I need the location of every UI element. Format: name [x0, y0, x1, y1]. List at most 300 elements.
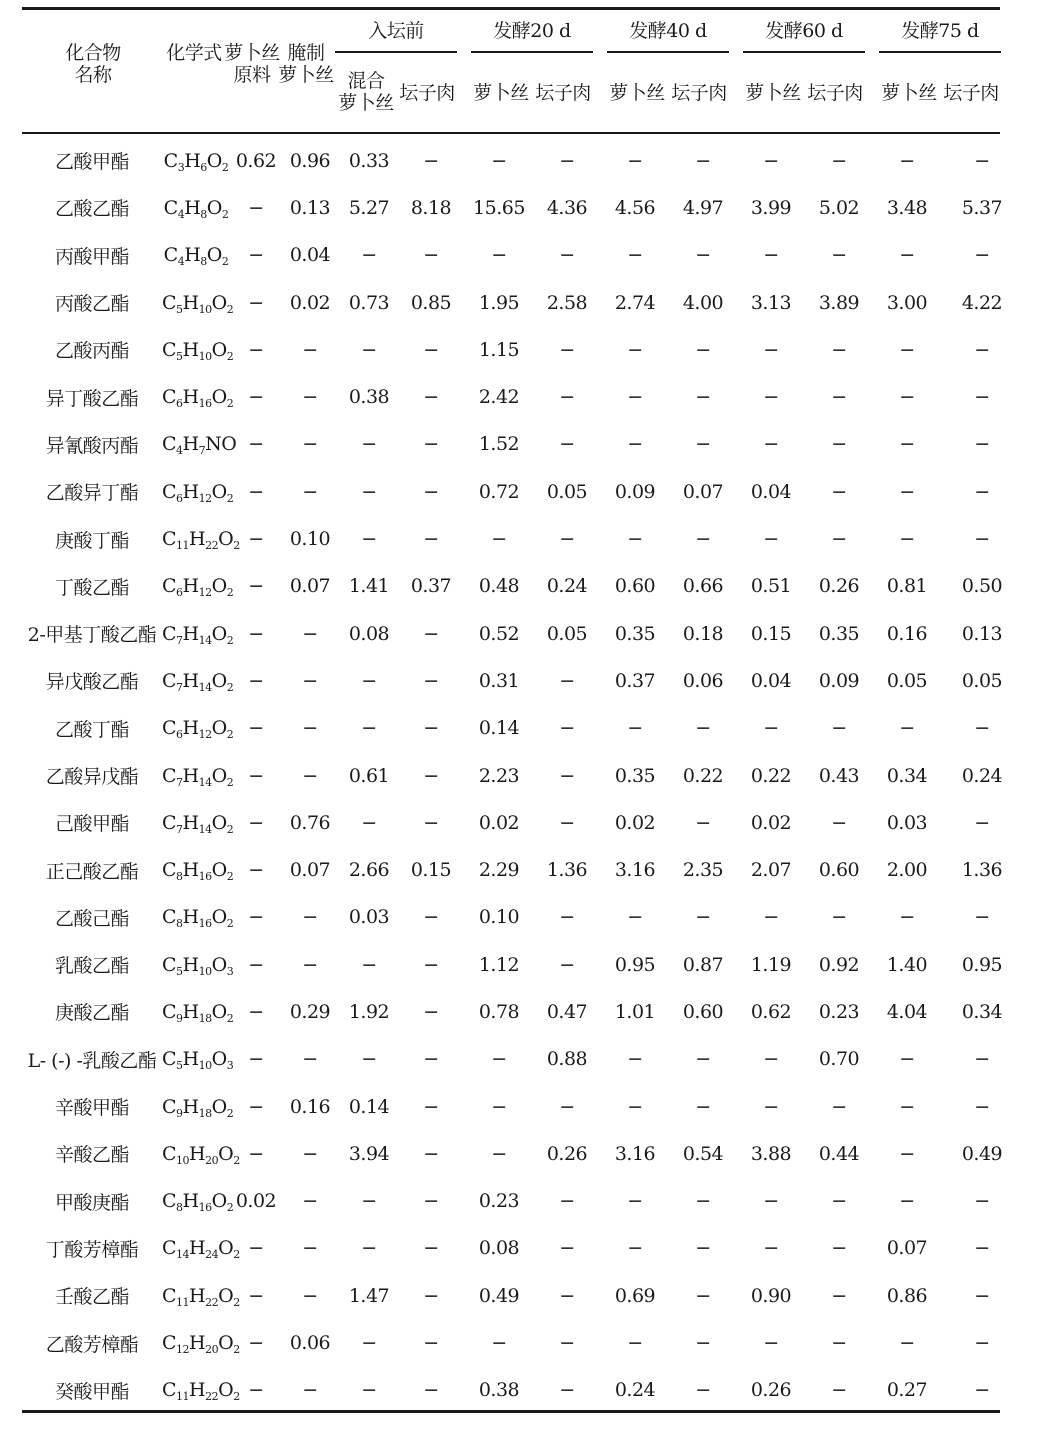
value-cell: −: [831, 528, 847, 551]
value-cell: −: [423, 1190, 439, 1213]
compound-name: 丁酸芳樟酯: [45, 1238, 139, 1261]
value-cell: 3.99: [750, 196, 792, 219]
formula-element: NO: [205, 433, 237, 456]
value-cell: −: [974, 244, 990, 267]
value-cell: −: [423, 149, 439, 172]
chemical-formula: [162, 799, 234, 846]
header-bottom-rule: [22, 132, 1000, 134]
value-cell: −: [302, 764, 318, 787]
value-cell: −: [491, 1332, 507, 1355]
chemical-formula: [162, 894, 234, 941]
chemical-formula: [162, 1319, 240, 1366]
value-cell: −: [248, 622, 264, 645]
value-cell: 3.89: [818, 291, 860, 314]
value-cell: −: [627, 149, 643, 172]
formula-element: H: [182, 811, 199, 834]
value-cell: −: [763, 1190, 779, 1213]
value-cell: −: [974, 386, 990, 409]
formula-subscript: 2: [226, 917, 234, 931]
compound-name: 正己酸乙酯: [45, 860, 139, 883]
value-cell: 3.94: [348, 1142, 390, 1165]
header-salted-radish: [276, 42, 336, 86]
value-cell: 0.35: [614, 622, 656, 645]
value-cell: −: [248, 1095, 264, 1118]
formula-element: O: [218, 1284, 234, 1307]
table-row: [22, 1130, 1020, 1177]
formula-element: C: [162, 1379, 177, 1402]
value-cell: 5.27: [348, 196, 390, 219]
value-cell: 0.04: [750, 480, 792, 503]
formula-subscript: 2: [226, 633, 234, 647]
formula-element: C: [162, 764, 177, 787]
formula-element: H: [182, 291, 199, 314]
value-cell: 2.23: [478, 764, 520, 787]
value-cell: −: [974, 149, 990, 172]
value-cell: −: [423, 764, 439, 787]
data-table: [22, 137, 1020, 1414]
value-cell: −: [899, 906, 915, 929]
header-raw-line1: 萝卜丝: [224, 42, 280, 64]
formula-element: H: [182, 1095, 199, 1118]
value-cell: −: [831, 1284, 847, 1307]
value-cell: −: [627, 1190, 643, 1213]
formula-element: O: [211, 1190, 227, 1213]
value-cell: −: [695, 1379, 711, 1402]
value-cell: −: [302, 386, 318, 409]
value-cell: 0.03: [348, 906, 390, 929]
value-cell: −: [423, 1142, 439, 1165]
formula-element: O: [211, 953, 227, 976]
value-cell: −: [302, 669, 318, 692]
value-cell: −: [302, 622, 318, 645]
value-cell: −: [974, 1190, 990, 1213]
formula-subscript: 12: [176, 1343, 190, 1357]
chemical-formula: [162, 1083, 234, 1130]
value-cell: 0.60: [818, 859, 860, 882]
table-row: [22, 894, 1020, 941]
formula-subscript: 2: [226, 870, 234, 884]
value-cell: −: [248, 244, 264, 267]
chemical-formula: [162, 468, 234, 515]
value-cell: −: [831, 906, 847, 929]
table-row: [22, 610, 1020, 657]
formula-subscript: 22: [205, 1390, 219, 1404]
table-row: [22, 421, 1020, 468]
formula-subscript: 6: [176, 491, 183, 505]
compound-name: 乳酸乙酯: [54, 955, 129, 978]
value-cell: −: [559, 669, 575, 692]
compound-name: 癸酸甲酯: [54, 1380, 129, 1403]
value-cell: −: [423, 1284, 439, 1307]
chemical-formula: [162, 941, 234, 988]
value-cell: −: [627, 338, 643, 361]
value-cell: −: [361, 338, 377, 361]
compound-name: 乙酸异戊酯: [45, 766, 139, 788]
value-cell: −: [899, 1095, 915, 1118]
formula-element: H: [182, 433, 199, 456]
value-cell: 2.35: [682, 859, 724, 882]
value-cell: −: [248, 1379, 264, 1402]
value-cell: −: [248, 1237, 264, 1260]
value-cell: −: [248, 669, 264, 692]
value-cell: −: [361, 1332, 377, 1355]
value-cell: −: [491, 528, 507, 551]
value-cell: −: [899, 149, 915, 172]
value-cell: −: [248, 575, 264, 598]
value-cell: −: [627, 433, 643, 456]
value-cell: −: [695, 1190, 711, 1213]
value-cell: −: [248, 1048, 264, 1071]
value-cell: −: [559, 953, 575, 976]
value-cell: −: [559, 386, 575, 409]
header-name-line2: 名称: [74, 64, 112, 86]
header-sub-jar: 坛子肉: [807, 82, 863, 104]
formula-subscript: 8: [176, 870, 183, 884]
formula-element: C: [162, 669, 177, 692]
table-row: [22, 1083, 1020, 1130]
value-cell: 0.06: [289, 1332, 331, 1355]
formula-element: H: [182, 953, 199, 976]
formula-element: C: [162, 528, 177, 551]
value-cell: 5.02: [818, 196, 860, 219]
compound-name: 辛酸甲酯: [54, 1097, 129, 1120]
compound-name: 乙酸芳樟酯: [45, 1333, 139, 1356]
formula-element: H: [182, 1048, 199, 1071]
value-cell: −: [302, 1048, 318, 1071]
compound-name: 庚酸乙酯: [54, 1002, 129, 1025]
value-cell: −: [423, 1000, 439, 1023]
formula-element: O: [218, 1142, 234, 1165]
value-cell: −: [491, 1048, 507, 1071]
formula-element: C: [162, 433, 177, 456]
formula-element: C: [162, 1000, 177, 1023]
value-cell: 0.96: [289, 149, 331, 172]
table-row: [22, 279, 1020, 326]
value-cell: −: [248, 528, 264, 551]
formula-element: H: [184, 244, 201, 267]
value-cell: 0.38: [348, 386, 390, 409]
value-cell: −: [695, 528, 711, 551]
formula-element: C: [162, 717, 177, 740]
table-row: [22, 1367, 1020, 1414]
formula-subscript: 7: [198, 444, 206, 458]
value-cell: 0.78: [478, 1000, 520, 1023]
value-cell: 4.00: [682, 291, 724, 314]
table-row: [22, 1036, 1020, 1083]
group-underline-60d: [743, 51, 865, 53]
value-cell: −: [423, 1048, 439, 1071]
value-cell: −: [627, 1237, 643, 1260]
table-row: [22, 232, 1020, 279]
value-cell: −: [831, 1332, 847, 1355]
header-sub-jar: 坛子肉: [535, 82, 591, 104]
formula-subscript: 2: [233, 1153, 240, 1167]
value-cell: 0.04: [750, 669, 792, 692]
value-cell: 0.33: [348, 149, 390, 172]
value-cell: −: [248, 291, 264, 314]
formula-subscript: 22: [205, 1295, 219, 1309]
value-cell: −: [763, 386, 779, 409]
formula-element: C: [163, 196, 178, 219]
value-cell: −: [831, 811, 847, 834]
value-cell: −: [831, 149, 847, 172]
formula-element: O: [211, 811, 227, 834]
chemical-formula: [162, 373, 234, 420]
value-cell: −: [763, 1332, 779, 1355]
value-cell: −: [974, 528, 990, 551]
formula-subscript: 16: [198, 917, 212, 931]
value-cell: 4.36: [546, 196, 588, 219]
value-cell: −: [248, 338, 264, 361]
value-cell: −: [559, 1379, 575, 1402]
value-cell: −: [248, 953, 264, 976]
formula-subscript: 2: [233, 1295, 240, 1309]
value-cell: −: [248, 717, 264, 740]
value-cell: 5.37: [961, 196, 1003, 219]
value-cell: 0.14: [478, 717, 520, 740]
value-cell: 3.16: [614, 1142, 656, 1165]
header-group-before: 入坛前: [368, 20, 424, 42]
value-cell: 0.60: [614, 575, 656, 598]
formula-subscript: 9: [176, 1106, 183, 1120]
value-cell: −: [899, 1142, 915, 1165]
value-cell: −: [899, 1190, 915, 1213]
value-cell: −: [695, 1237, 711, 1260]
formula-element: O: [211, 764, 227, 787]
formula-element: C: [162, 1095, 177, 1118]
value-cell: −: [361, 717, 377, 740]
header-sub-radish: 萝卜丝: [609, 82, 665, 104]
value-cell: −: [899, 338, 915, 361]
header-group-40d: 发酵40 d: [629, 20, 707, 42]
value-cell: −: [423, 433, 439, 456]
table-row: [22, 373, 1020, 420]
formula-subscript: 11: [176, 1390, 190, 1404]
value-cell: 0.14: [348, 1095, 390, 1118]
chemical-formula: [162, 515, 240, 562]
value-cell: 0.62: [750, 1000, 792, 1023]
header-salted-line2: 萝卜丝: [278, 64, 334, 86]
chemical-formula: [162, 279, 234, 326]
formula-element: O: [211, 386, 227, 409]
value-cell: −: [695, 386, 711, 409]
formula-element: O: [211, 717, 227, 740]
value-cell: 1.15: [478, 338, 520, 361]
formula-subscript: 8: [200, 207, 207, 221]
chemical-formula: [162, 1225, 240, 1272]
value-cell: −: [302, 953, 318, 976]
formula-subscript: 2: [226, 397, 234, 411]
value-cell: 0.04: [289, 244, 331, 267]
value-cell: −: [559, 338, 575, 361]
value-cell: 0.61: [348, 764, 390, 787]
value-cell: −: [831, 480, 847, 503]
value-cell: 2.74: [614, 291, 656, 314]
compound-name: 丙酸甲酯: [54, 245, 129, 268]
chemical-formula: [162, 137, 230, 184]
value-cell: −: [491, 244, 507, 267]
formula-subscript: 2: [226, 728, 234, 742]
value-cell: −: [899, 433, 915, 456]
table-row: [22, 1178, 1020, 1225]
value-cell: −: [899, 528, 915, 551]
formula-subscript: 20: [205, 1343, 219, 1357]
value-cell: 0.26: [546, 1142, 588, 1165]
value-cell: −: [974, 906, 990, 929]
value-cell: −: [831, 1237, 847, 1260]
table-row: [22, 988, 1020, 1035]
formula-subscript: 10: [198, 302, 212, 316]
formula-element: C: [163, 149, 178, 172]
formula-element: O: [211, 622, 227, 645]
value-cell: −: [423, 1237, 439, 1260]
value-cell: −: [974, 717, 990, 740]
table-row: [22, 184, 1020, 231]
value-cell: −: [248, 859, 264, 882]
value-cell: 0.07: [289, 859, 331, 882]
value-cell: −: [361, 1048, 377, 1071]
value-cell: 4.04: [886, 1000, 928, 1023]
value-cell: 4.22: [961, 291, 1003, 314]
value-cell: −: [491, 1142, 507, 1165]
compound-name: 乙酸甲酯: [54, 151, 129, 174]
formula-subscript: 2: [226, 1106, 234, 1120]
value-cell: 0.18: [682, 622, 724, 645]
value-cell: 8.18: [410, 196, 452, 219]
formula-element: C: [162, 386, 177, 409]
value-cell: −: [248, 480, 264, 503]
value-cell: −: [627, 1095, 643, 1118]
formula-subscript: 22: [205, 539, 219, 553]
value-cell: −: [302, 1190, 318, 1213]
formula-element: C: [162, 1048, 177, 1071]
value-cell: 0.90: [750, 1284, 792, 1307]
value-cell: −: [974, 1379, 990, 1402]
compound-name: 辛酸乙酯: [54, 1144, 129, 1167]
value-cell: 0.24: [614, 1379, 656, 1402]
formula-subscript: 2: [226, 349, 234, 363]
value-cell: −: [302, 433, 318, 456]
formula-subscript: 2: [226, 822, 234, 836]
value-cell: 0.07: [289, 575, 331, 598]
value-cell: 0.24: [546, 575, 588, 598]
table-row: [22, 941, 1020, 988]
header-compound-name: [38, 42, 148, 86]
formula-subscript: 2: [221, 255, 229, 269]
value-cell: −: [695, 433, 711, 456]
value-cell: 0.09: [614, 480, 656, 503]
formula-subscript: 3: [226, 964, 234, 978]
table-row: [22, 1319, 1020, 1366]
value-cell: 0.66: [682, 575, 724, 598]
formula-subscript: 9: [176, 1011, 183, 1025]
value-cell: 2.29: [478, 859, 520, 882]
value-cell: −: [559, 433, 575, 456]
value-cell: −: [763, 1237, 779, 1260]
formula-subscript: 12: [198, 586, 212, 600]
value-cell: 0.10: [289, 528, 331, 551]
value-cell: −: [899, 717, 915, 740]
value-cell: 0.16: [289, 1095, 331, 1118]
value-cell: 0.37: [410, 575, 452, 598]
formula-subscript: 4: [177, 255, 185, 269]
value-cell: −: [361, 953, 377, 976]
formula-subscript: 3: [177, 160, 185, 174]
value-cell: 0.81: [886, 575, 928, 598]
formula-subscript: 2: [226, 302, 234, 316]
value-cell: −: [695, 1284, 711, 1307]
formula-element: C: [162, 338, 177, 361]
value-cell: 0.76: [289, 811, 331, 834]
formula-element: C: [162, 291, 177, 314]
compound-name: 异戊酸乙酯: [45, 671, 139, 694]
value-cell: 0.23: [478, 1190, 520, 1213]
compound-name: 甲酸庚酯: [54, 1191, 129, 1214]
value-cell: 0.05: [546, 480, 588, 503]
value-cell: −: [695, 244, 711, 267]
value-cell: −: [423, 1379, 439, 1402]
value-cell: −: [423, 622, 439, 645]
group-underline-75d: [879, 51, 1001, 53]
formula-element: O: [211, 669, 227, 692]
chemical-formula: [162, 846, 234, 893]
formula-subscript: 12: [198, 491, 212, 505]
value-cell: −: [899, 1048, 915, 1071]
formula-element: C: [162, 575, 177, 598]
chemical-formula: [162, 326, 234, 373]
value-cell: 1.40: [886, 953, 928, 976]
header-sub-radish: 萝卜丝: [473, 82, 529, 104]
formula-subscript: 5: [176, 964, 183, 978]
value-cell: −: [248, 433, 264, 456]
value-cell: 0.35: [614, 764, 656, 787]
compound-name: 乙酸乙酯: [54, 198, 129, 221]
formula-subscript: 7: [176, 822, 183, 836]
formula-element: H: [184, 149, 201, 172]
value-cell: −: [695, 338, 711, 361]
value-cell: 4.97: [682, 196, 724, 219]
formula-subscript: 10: [198, 964, 212, 978]
value-cell: 1.36: [546, 859, 588, 882]
table-row: [22, 1272, 1020, 1319]
chemical-formula: [162, 1272, 240, 1319]
value-cell: 0.52: [478, 622, 520, 645]
value-cell: 0.31: [478, 669, 520, 692]
value-cell: −: [423, 953, 439, 976]
compound-name: 丙酸乙酯: [54, 293, 129, 316]
value-cell: 0.34: [886, 764, 928, 787]
formula-subscript: 14: [198, 775, 212, 789]
value-cell: −: [974, 1332, 990, 1355]
chemical-formula: [162, 988, 234, 1035]
formula-subscript: 16: [198, 397, 212, 411]
table-row: [22, 1225, 1020, 1272]
value-cell: 0.50: [961, 575, 1003, 598]
value-cell: 0.43: [818, 764, 860, 787]
value-cell: 0.05: [961, 669, 1003, 692]
value-cell: −: [899, 480, 915, 503]
formula-subscript: 6: [176, 397, 183, 411]
formula-subscript: 2: [226, 775, 234, 789]
value-cell: −: [831, 386, 847, 409]
chemical-formula: [162, 1178, 234, 1225]
value-cell: −: [831, 1190, 847, 1213]
table-row: [22, 563, 1020, 610]
value-cell: 3.16: [614, 859, 656, 882]
formula-element: O: [211, 1048, 227, 1071]
value-cell: −: [423, 1332, 439, 1355]
value-cell: −: [248, 196, 264, 219]
